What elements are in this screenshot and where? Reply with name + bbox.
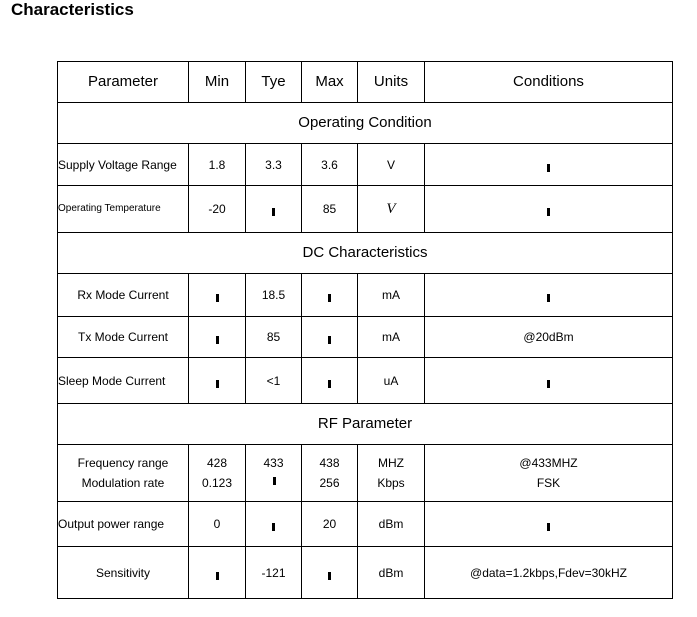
dash-mark <box>328 336 331 344</box>
cell-max: 85 <box>302 186 358 233</box>
param-output-power: Output power range <box>58 502 189 547</box>
cell-min <box>189 274 246 317</box>
cell-typ <box>246 502 302 547</box>
cell-conditions: @data=1.2kbps,Fdev=30kHZ <box>425 547 673 599</box>
header-min: Min <box>189 62 246 103</box>
cell-max: 3.6 <box>302 144 358 186</box>
dash-mark <box>328 294 331 302</box>
table-row <box>58 358 673 404</box>
cell-min <box>189 317 246 358</box>
dash-mark <box>273 477 276 485</box>
cell-typ: 85 <box>246 317 302 358</box>
dash-mark <box>547 294 550 302</box>
cell-min <box>189 547 246 599</box>
cell-units: mA <box>358 274 425 317</box>
dash-mark <box>272 523 275 531</box>
param-modulation-rate: Modulation rate <box>81 476 165 490</box>
header-row <box>58 62 673 103</box>
param-operating-temperature: Operating Temperature <box>58 186 189 233</box>
section-row <box>58 233 673 274</box>
table-row <box>58 186 673 233</box>
cell-units <box>358 445 425 502</box>
cell-conditions <box>425 502 673 547</box>
header-parameter: Parameter <box>58 62 189 103</box>
header-units: Units <box>358 62 425 103</box>
section-row <box>58 404 673 445</box>
cell-typ: 3.3 <box>246 144 302 186</box>
cell-units: uA <box>358 358 425 404</box>
cell-units: V <box>358 144 425 186</box>
section-operating-condition: Operating Condition <box>58 103 673 144</box>
cell-max <box>302 317 358 358</box>
param-sleep-current: Sleep Mode Current <box>58 358 189 404</box>
param-freq-modulation <box>58 445 189 502</box>
dash-mark <box>547 380 550 388</box>
cell-units: dBm <box>358 547 425 599</box>
dash-mark <box>328 572 331 580</box>
table-row <box>58 547 673 599</box>
cell-cond-freq: @433MHZ <box>519 456 578 470</box>
dash-mark <box>547 208 550 216</box>
cell-max <box>302 445 358 502</box>
param-tx-current: Tx Mode Current <box>58 317 189 358</box>
cell-conditions <box>425 144 673 186</box>
cell-max-freq: 438 <box>319 456 340 470</box>
cell-conditions: @20dBm <box>425 317 673 358</box>
cell-typ: <1 <box>246 358 302 404</box>
dash-mark <box>547 523 550 531</box>
cell-max <box>302 274 358 317</box>
table-row <box>58 144 673 186</box>
dash-mark <box>272 208 275 216</box>
cell-units-mod: Kbps <box>377 476 405 490</box>
cell-min <box>189 445 246 502</box>
table-row <box>58 445 673 502</box>
cell-min <box>189 358 246 404</box>
cell-min-mod: 0.123 <box>201 476 233 490</box>
header-conditions: Conditions <box>425 62 673 103</box>
cell-conditions <box>425 445 673 502</box>
header-typ: Tye <box>246 62 302 103</box>
cell-min: -20 <box>189 186 246 233</box>
cell-typ-freq: 433 <box>263 456 284 470</box>
cell-conditions <box>425 274 673 317</box>
table-row <box>58 502 673 547</box>
header-max: Max <box>302 62 358 103</box>
dash-mark <box>216 380 219 388</box>
cell-cond-mod: FSK <box>536 476 561 490</box>
cell-min: 0 <box>189 502 246 547</box>
dash-mark <box>547 164 550 172</box>
section-rf-parameter: RF Parameter <box>58 404 673 445</box>
cell-typ <box>246 186 302 233</box>
cell-conditions <box>425 186 673 233</box>
table-row <box>58 274 673 317</box>
cell-max: 20 <box>302 502 358 547</box>
cell-max-mod: 256 <box>319 476 340 490</box>
cell-units: dBm <box>358 502 425 547</box>
dash-mark <box>216 294 219 302</box>
cell-typ <box>246 445 302 502</box>
cell-min-freq: 428 <box>206 456 228 470</box>
param-sensitivity: Sensitivity <box>58 547 189 599</box>
dash-mark <box>216 572 219 580</box>
cell-typ: -121 <box>246 547 302 599</box>
cell-units: mA <box>358 317 425 358</box>
dash-mark <box>328 380 331 388</box>
param-rx-current: Rx Mode Current <box>58 274 189 317</box>
cell-typ-mod <box>246 473 301 493</box>
section-row <box>58 103 673 144</box>
cell-max <box>302 358 358 404</box>
cell-typ: 18.5 <box>246 274 302 317</box>
cell-units: V <box>358 186 425 233</box>
dash-mark <box>216 336 219 344</box>
cell-min: 1.8 <box>189 144 246 186</box>
param-supply-voltage: Supply Voltage Range <box>58 144 189 186</box>
section-dc-characteristics: DC Characteristics <box>58 233 673 274</box>
cell-units-freq: MHZ <box>378 456 404 470</box>
param-frequency-range: Frequency range <box>77 456 169 470</box>
characteristics-table <box>57 61 673 599</box>
page-title: Characteristics <box>11 0 134 19</box>
table-row <box>58 317 673 358</box>
cell-conditions <box>425 358 673 404</box>
cell-max <box>302 547 358 599</box>
